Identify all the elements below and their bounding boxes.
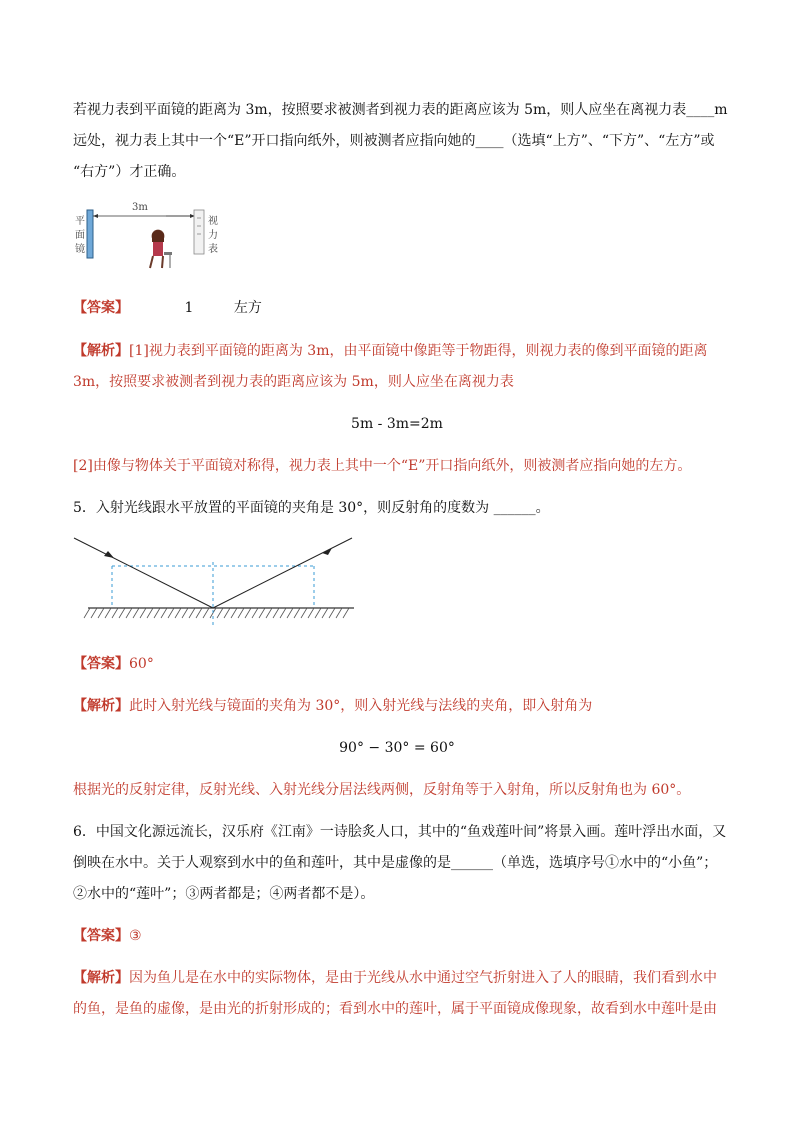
q4-equation: 5m - 3m=2m [351,416,443,432]
q5-conclusion: 根据光的反射定律，反射光线、入射光线分居法线两侧，反射角等于入射角，所以反射角也为 60°。 [73,782,691,798]
q6-question-line-1: 6．中国文化源远流长，汉乐府《江南》一诗脍炙人口，其中的“鱼戏莲叶间”将景入画。莲叶浮出水面，又 [73,824,727,840]
chart-label-2: 力 [208,230,218,241]
q5-question: 5．入射光线跟水平放置的平面镜的夹角是 30°，则反射角的度数为 ______。 [73,500,550,516]
q6-question-line-2: 倒映在水中。关于人观察到水中的鱼和莲叶，其中是虚像的是______（单选，选填序号①水中的“小鱼”； [73,855,718,871]
mirror-figure [70,196,220,282]
q5-answer-label: 【答案】 [73,656,129,672]
mirror-label-2: 面 [75,230,85,241]
q5-answer-row [73,654,154,674]
mirror-hatching [84,608,349,618]
q4-answer-row [73,298,262,318]
q5-equation: 90° − 30° = 60° [339,740,455,756]
q5-analysis-row [73,696,592,716]
q6-analysis-line-2: 的鱼，是鱼的虚像，是由光的折射形成的；看到水中的莲叶，属于平面镜成像现象，故看到水中莲叶是由 [73,1001,717,1017]
reflection-figure [70,534,360,626]
q4-analysis-line-2: 3m，按照要求被测者到视力表的距离应该为 5m，则人应坐在离视力表 [73,374,514,390]
mirror-label-3: 镜 [75,244,85,255]
q6-answer-label: 【答案】 [73,928,129,944]
q6-analysis-line-1 [73,968,717,988]
q6-analysis-text-1: 因为鱼儿是在水中的实际物体，是由于光线从水中通过空气折射进入了人的眼睛，我们看到水中 [129,970,717,986]
q5-answer: 60° [129,656,154,672]
q4-answer-1: 1 [184,300,194,316]
dashed-guides [112,562,314,626]
chart-label-3: 表 [208,244,218,255]
q6-answer-row [73,926,142,946]
q4-analysis-line-3: [2]由像与物体关于平面镜对称得，视力表上其中一个“E”开口指向纸外，则被测者应指向她的左方。 [73,458,692,474]
q4-text-line-2: 远处，视力表上其中一个“E”开口指向纸外，则被测者应指向她的____（选填“上方”、“下方”、“左方”或 [73,133,715,149]
q4-analysis-line-1 [73,341,707,361]
q4-answer-label: 【答案】 [73,300,129,316]
eye-chart-shape [194,210,204,254]
q4-text-line-3: “右方”）才正确。 [73,164,186,180]
q6-answer: ③ [129,928,142,944]
person-icon [150,230,172,268]
mirror-shape [87,210,93,258]
q4-analysis-label: 【解析】 [73,343,129,359]
mirror-label-1: 平 [75,216,85,227]
q5-analysis-text: 此时入射光线与镜面的夹角为 30°，则入射光线与法线的夹角，即入射角为 [129,698,593,714]
q6-question-line-3: ②水中的“莲叶”；③两者都是；④两者都不是）。 [73,886,375,902]
q4-text-line-1: 若视力表到平面镜的距离为 3m，按照要求被测者到视力表的距离应该为 5m，则人应坐在离视力表____m [73,102,728,118]
q4-analysis-text-1: [1]视力表到平面镜的距离为 3m，由平面镜中像距等于物距得，则视力表的像到平面镜的距离 [129,343,708,359]
distance-label: 3m [132,202,148,213]
chart-label-1: 视 [208,216,218,227]
q6-analysis-label: 【解析】 [73,970,129,986]
q5-analysis-label: 【解析】 [73,698,129,714]
q4-answer-2: 左方 [233,300,262,316]
incident-ray [74,538,213,608]
